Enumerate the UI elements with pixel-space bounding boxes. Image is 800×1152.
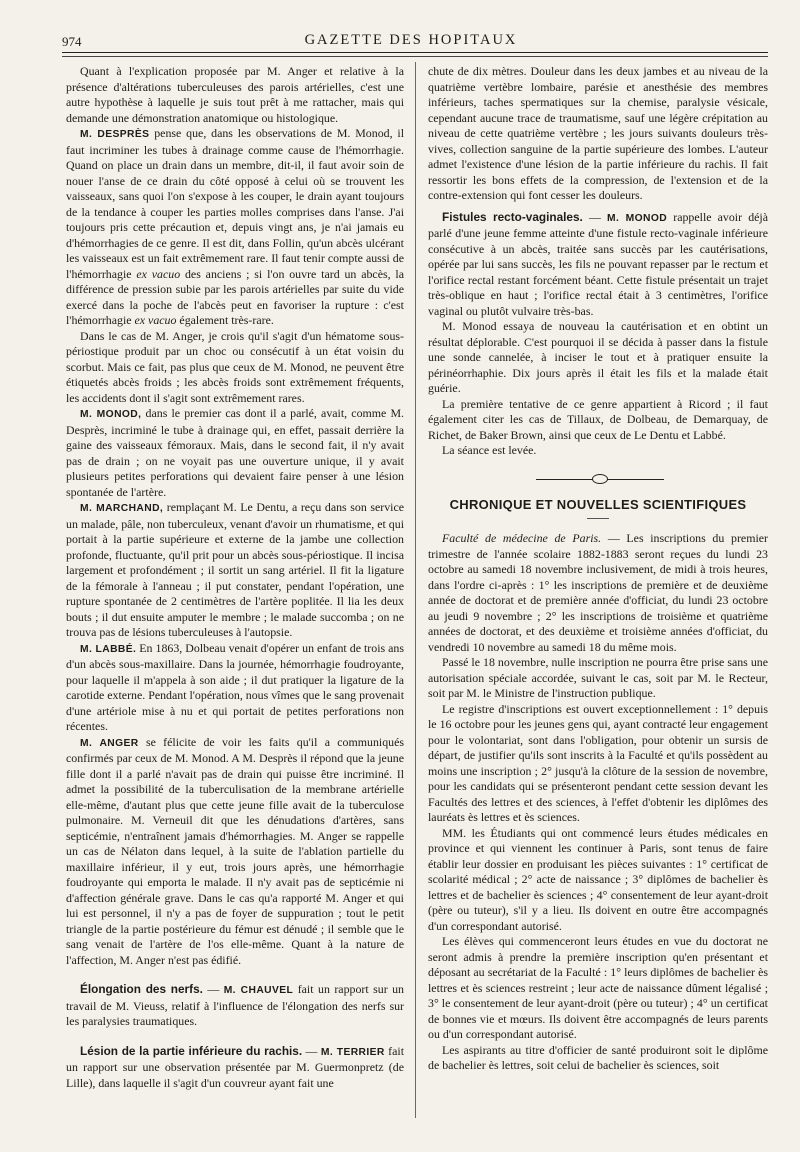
paragraph: Les élèves qui commenceront leurs études en vue du doctorat ne seront admis à prendre la première inscription qu'en présentant et déposant au secrétariat de la Faculté : 1° leurs diplômes de bachelier ès lettres et ès sciences restreint ; leur acte de naissance dûment légalisé ; 3° le consentement de leur ayant-droit (père ou tuteur) ; 4° un certificat de bonnes vie et mœurs. Ils doivent être accompagnés de leurs parents ou d'un correspondant autorisé.	[428, 934, 768, 1041]
paragraph-text: — Les inscriptions du premier trimestre de l'année scolaire 1882-1883 seront reçues du lundi 23 octobre au samedi 18 novembre inclusivement, de midi à trois heures, dans l'ordre ci-après : 1° les inscriptions de première et de deuxième année de doctorat et de première année d'officiat, du lundi 23 octobre au jeudi 9 novembre ; 2° les inscriptions de troisième et quatrième années de doctorat, et des deuxième et troisième années d'officiat, du vendredi 10 novembre au samedi 18 du même mois.	[428, 531, 768, 654]
speaker-name: M. MONOD,	[80, 409, 142, 420]
paragraph	[428, 210, 768, 320]
speaker-name: M. TERRIER	[320, 1046, 385, 1058]
speaker-name: M. LABBÉ.	[80, 643, 137, 655]
separator-ornament	[592, 474, 608, 484]
section-separator	[428, 459, 768, 497]
dash: —	[202, 982, 224, 996]
paragraph-text: remplaçant M. Le Dentu, a reçu dans son service un malade, pâle, non tuberculeux, venant d'avoir un rhumatisme, et qui portait à la partie supérieure et externe de la jambe une collection profonde, fluctuante, qu'il prit pour un abcès sous-périostique. Il incisa largement et profondément ; il sortit un sang artériel. Il fit la ligature de la fémorale à l'anneau ; il put constater, pendant l'opération, une rupture spontanée de 2 centimètres de l'artère poplitée. Il lia les deux bouts ; il dut ensuite amputer le membre ; le malade succomba ; on ne trouva pas de lésions tuberculeuses à l'autopsie.	[66, 500, 404, 639]
title-underline	[587, 518, 609, 519]
paragraph: M. Monod essaya de nouveau la cautérisation et en obtint un résultat déplorable. C'est pourquoi il se décida à passer dans la fistule une sonde cannelée, à inciser le tout et à pratiquer ensuite la périnéorrhaphie. Dix jours après il était les fils et la malade était guérie.	[428, 319, 768, 395]
italic-heading: Faculté de médecine de Paris.	[442, 531, 602, 545]
section-heading: Lésion de la partie inférieure du rachis.	[80, 1043, 303, 1058]
header-rule-thin	[62, 56, 768, 57]
paragraph	[66, 641, 404, 735]
italic-term: ex vacuo	[136, 266, 181, 281]
speaker-name: M. MONOD	[606, 212, 668, 224]
page-header	[56, 24, 766, 49]
paragraph-text: se félicite de voir les faits qu'il a communiqués confirmés par ceux de M. Monod. A M. Desprès il répond que la jeune fille dont il a parlé n'avait pas de drain qui puisse être incriminé. Il admet la possibilité de la tuberculisation de la membrane artérielle elle-même, d'autant plus que cette jeune fille avait de la tuberculose pulmonaire. M. Verneuil dit que les dénudations d'artères, sans septicémie, n'entraînent jamais d'hémorrhagies. M. Anger se rappelle un cas de Nélaton dans lequel, à la suite de l'ablation partielle du maxillaire inférieur, il y eut, trois jours après, une hémorrhagie foudroyante qui emporta le malade. Il n'y avait pas de septicémie ni d'affection générale grave. Dans le cas qu'a rapporté M. Anger et qui lui est personnel, il n'y a pas de foyer de suppuration ; tout le petit triangle de la partie postérieure du fémur est dénudé ; il semble que le sang venait de l'artère de l'os elle-même. Quant à la nature de l'affection, M. Anger n'est pas édifié.	[66, 734, 404, 967]
paragraph: Quant à l'explication proposée par M. Anger et relative à la présence d'altérations tuberculeuses des parois artérielles, c'est une autre hypothèse à laquelle je suis tout prêt à me rattacher, mais qui demande une démonstration anatomique ou histologique.	[66, 64, 404, 125]
speaker-name: M. ANGER	[80, 737, 139, 749]
journal-title: GAZETTE DES HOPITAUX	[304, 32, 518, 48]
paragraph-text: des anciens ; si l'on ouvre tard un abcès, la différence de pression subie par les parois artérielles par suite du vide exercé dans la poche de l'abcès peut en favoriser la rupture : c'est l'hémorrhagie	[66, 266, 404, 327]
chronicle-title: CHRONIQUE ET NOUVELLES SCIENTIFIQUES	[449, 496, 747, 512]
spacer	[66, 968, 404, 982]
paragraph	[66, 982, 404, 1030]
paragraph-text: dans le premier cas dont il a parlé, avait, comme M. Desprès, incriminé le tube à drainage qui, en effet, passait derrière la gaine des vaisseaux fémoraux. Mais, dans le second fait, il n'y avait pas de drain ; on ne voyait pas une ouverture unique, il y avait plusieurs petites perforations qui devaient faire penser à une lésion spontanée de l'artère.	[66, 406, 404, 499]
paragraph-text: également très-rare.	[176, 313, 274, 327]
dash: —	[302, 1043, 321, 1058]
paragraph	[66, 406, 404, 500]
column-divider	[415, 62, 416, 1118]
paragraph-text: rappelle avoir déjà parlé d'une jeune femme atteinte d'une fistule recto-vaginale inférieure consécutive à un abcès, traitée sans succès par les cautérisations, opérée par lui sans succès, les fils ne pouvant repasser par le rectum et l'orifice rectal restant forcément béant. Cette fistule présentait un trajet très-oblique en haut ; l'orifice rectal était à 3 centimètres, l'orifice vaginal ou plutôt vulvaire très-bas.	[428, 209, 769, 318]
paragraph-text: fait un rapport sur une observation présentée par M. Guermonpretz (de Lille), dans laquelle il s'agit d'un couvreur ayant fait une	[66, 1043, 405, 1090]
paragraph: Les aspirants au titre d'officier de santé produiront soit le diplôme de bachelier ès lettres, soit celui de bachelier ès sciences, soit	[428, 1042, 768, 1072]
speaker-name: M. DESPRÈS	[80, 129, 150, 140]
paragraph-text: En 1863, Dolbeau venait d'opérer un enfant de trois ans d'un abcès sous-maxillaire. Dans la journée, hémorrhagie foudroyante, pour laquelle il m'appela à son aide ; il dut pratiquer la ligature de la carotide externe. Pendant l'opération, nous vîmes que le sang provenait d'une artériole mise à nu et qui portait de petites perforations non récentes.	[66, 640, 404, 733]
paragraph: Le registre d'inscriptions est ouvert exceptionnellement : 1° depuis le 16 octobre pour les jeunes gens qui, ayant contracté leur engagement pour le volontariat, sont dans l'obligation, pour obtenir un sursis de départ, de justifier qu'ils sont inscrits à la Faculté et qu'ils possèdent au moins une inscription ; 2° jusqu'à la clôture de la session de novembre, pour les candidats qui se présenteront pendant cette session devant les Facultés des lettres et des sciences, à l'effet d'obtenir les diplômes des lauréats ès lettres et ès sciences.	[428, 701, 768, 824]
paragraph	[66, 126, 404, 329]
speaker-name: M. CHAUVEL	[223, 985, 294, 996]
paragraph: Passé le 18 novembre, nulle inscription ne pourra être prise sans une autorisation spéciale accordée, suivant le cas, soit par M. le Recteur, soit par M. le Ministre de l'instruction publique.	[428, 655, 768, 700]
right-column	[428, 64, 768, 1074]
header-rule-thick	[62, 52, 768, 53]
paragraph	[66, 500, 404, 641]
paragraph: La séance est levée.	[442, 443, 537, 457]
section-heading: Élongation des nerfs.	[80, 982, 203, 996]
page-number: 974	[62, 34, 82, 49]
dash: —	[582, 209, 607, 224]
paragraph: chute de dix mètres. Douleur dans les deux jambes et au niveau de la quatrième vertèbre lombaire, parésie et anesthésie des membres inférieurs, taches spermatiques sur la chemise, paralysie vésicale, cependant aucune trace de traumatisme, sauf une légère crépitation au niveau de cette quatrième vertèbre ; les jours suivants douleurs très-vives, collection sanguine de la partie supérieure des lombes. L'auteur admet l'existence d'une lésion de la partie inférieure du rachis. Il fait ressortir les bons effets de la compression, de l'extension et de la contre-extension qui font cesser les douleurs.	[428, 64, 768, 202]
left-column	[66, 64, 404, 1091]
paragraph	[66, 735, 404, 969]
section-heading: Fistules recto-vaginales.	[442, 209, 583, 224]
spacer	[66, 1030, 404, 1044]
speaker-name: M. MARCHAND,	[80, 503, 164, 514]
paragraph-text: fait un rapport sur un travail de M. Vieuss, relatif à l'influence de l'élongation des nerfs sur les paralysies traumatiques.	[66, 982, 404, 1028]
paragraph-text: pense que, dans les observations de M. Monod, il faut incriminer les tubes à drainage comme cause de l'hémorrhagie. Quand on place un drain dans un membre, dit-il, il faut avoir soin de nouer l'anse de ce drain du côté opposé à celui où se trouvent les vaisseaux, sans quoi l'on s'expose à les couper, le drain ayant toujours de la tendance à couper les parties molles comprises dans l'anse. J'ai toujours pris cette précaution et, depuis vingt ans, je n'ai jamais eu d'hémorrhagies de ce genre. Il est dit, dans Follin, qu'un abcès ulcérant les vaisseaux est un fait extrêmement rare. Il faut tenir compte aussi de l'hémorrhagie	[66, 126, 405, 281]
paragraph: MM. les Étudiants qui ont commencé leurs études médicales en province et qui viennent les continuer à Paris, sont tenus de faire établir leur dossier en produisant les pièces suivantes : 1° certificat de scolarité médical ; 2° acte de naissance ; 3° diplômes de bachelier ès lettres et de bachelier ès sciences ; 4° consentement de leur ayant-droit (père ou tuteur), s'il y a lieu. Ils doivent en outre être accompagnés d'un correspondant autorisé.	[428, 825, 768, 933]
paragraph	[66, 1044, 404, 1092]
italic-term: ex vacuo	[134, 313, 177, 327]
paragraph: La première tentative de ce genre appartient à Ricord ; il faut également citer les cas de Tillaux, de Dolbeau, de Demarquay, de Richet, de Baker Brown, ainsi que ceux de Le Dentu et Labbé.	[428, 396, 768, 442]
paragraph: Dans le cas de M. Anger, je crois qu'il s'agit d'un hématome sous-périostique produit par un choc ou consécutif à un état voisin du scorbut. Mais ce fait, pas plus que ceux de M. Monod, ne peuvent être étiquetés abcès froids ; les abcès froids sont extrêmement fréquents, les accidents dont il s'agit sont extrêmement rares.	[66, 328, 404, 405]
paragraph	[428, 531, 768, 655]
